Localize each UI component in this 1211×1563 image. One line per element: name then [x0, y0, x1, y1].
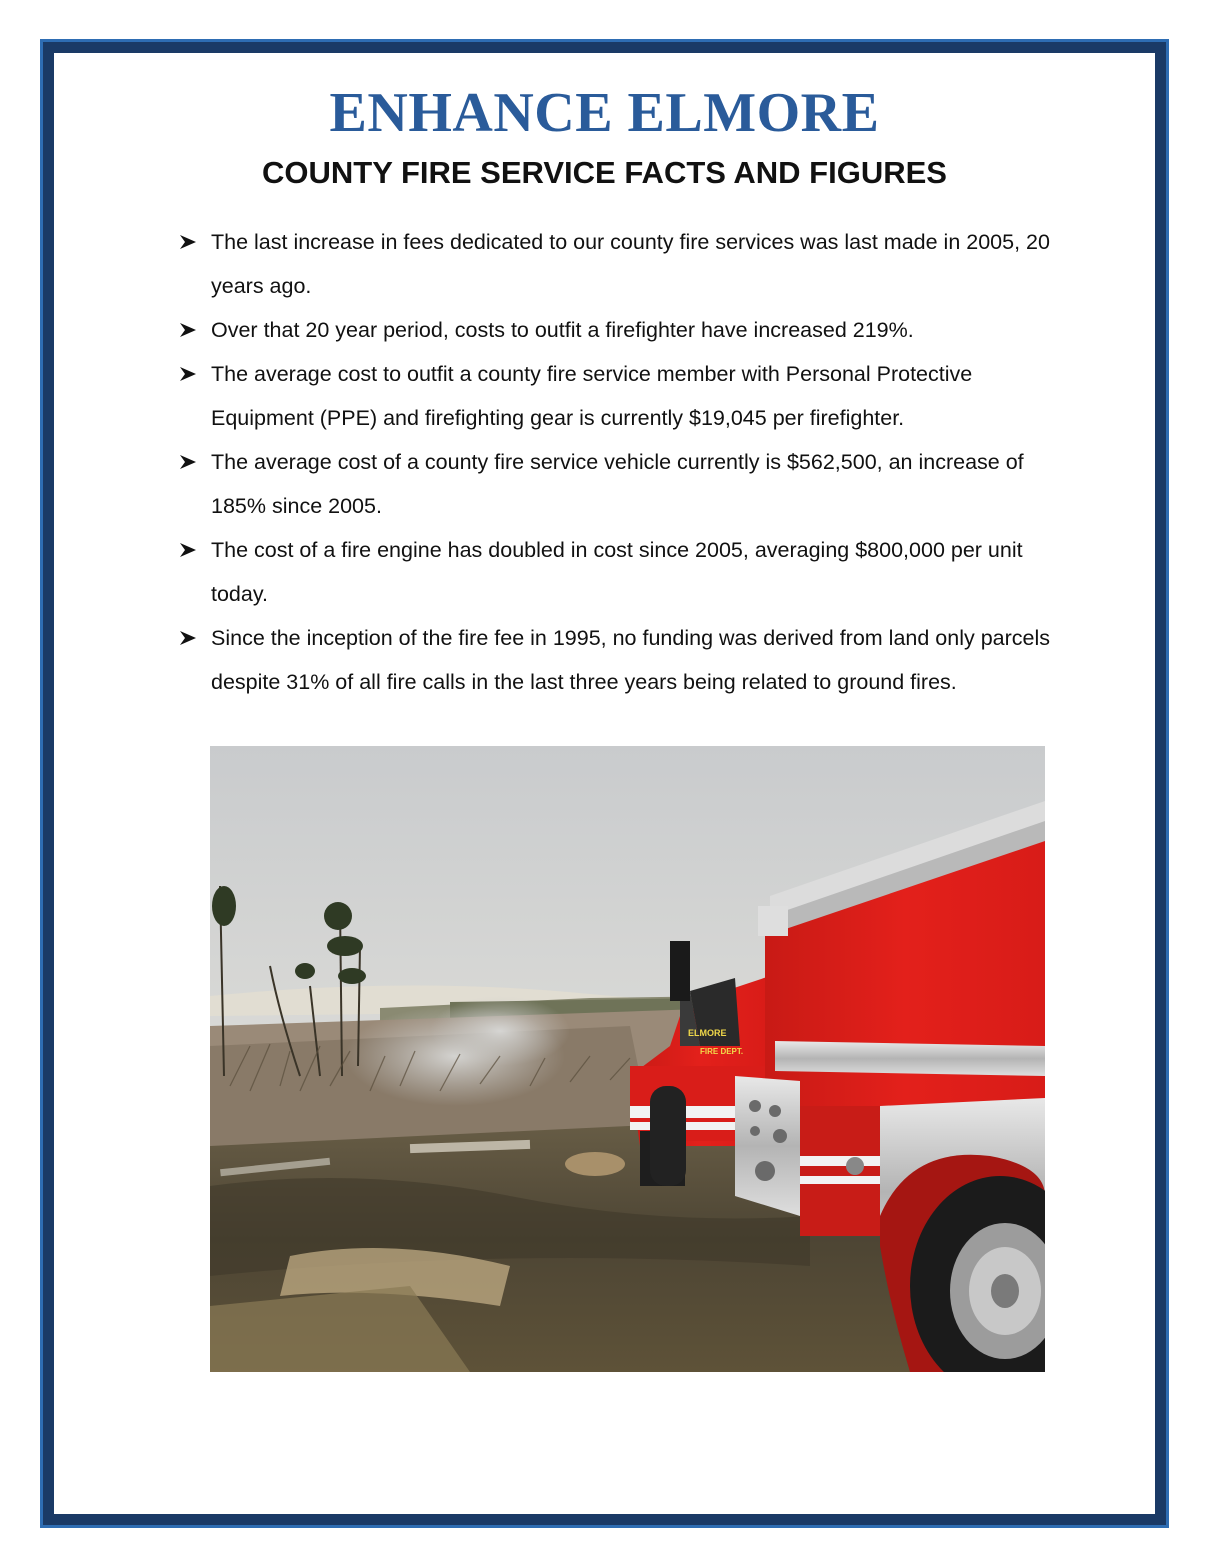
fact-text: The average cost of a county fire service vehicle currently is $562,500, an increase of 185% since 2005. — [211, 450, 1024, 518]
page-border-inner — [43, 42, 1166, 1525]
truck-lettering-2: FIRE DEPT. — [700, 1047, 744, 1056]
facts-list — [178, 220, 1078, 704]
fact-text: The last increase in fees dedicated to our county fire services was last made in 2005, 20 years ago. — [211, 230, 1050, 298]
arrow-bullet-icon — [178, 220, 200, 264]
page-border-outer — [40, 39, 1169, 1528]
fact-item — [178, 220, 1078, 308]
arrow-bullet-icon — [178, 440, 200, 484]
fact-text: Since the inception of the fire fee in 1995, no funding was derived from land only parcels despite 31% of all fire calls in the last three years being related to ground fires. — [211, 626, 1051, 694]
page-subtitle: COUNTY FIRE SERVICE FACTS AND FIGURES — [262, 155, 947, 190]
arrow-bullet-icon — [178, 308, 200, 352]
arrow-bullet-icon — [178, 616, 200, 660]
arrow-bullet-icon — [178, 352, 200, 396]
fact-item — [178, 440, 1078, 528]
fact-item — [178, 308, 1078, 352]
fact-text: The cost of a fire engine has doubled in cost since 2005, averaging $800,000 per unit today. — [211, 538, 1023, 606]
page-title: ENHANCE ELMORE — [329, 82, 880, 144]
fire-truck-photo — [210, 746, 1045, 1372]
fact-text: Over that 20 year period, costs to outfit a firefighter have increased 219%. — [211, 318, 914, 342]
fact-item — [178, 528, 1078, 616]
arrow-bullet-icon — [178, 528, 200, 572]
fact-item — [178, 352, 1078, 440]
truck-lettering-1: ELMORE — [688, 1028, 727, 1038]
document-page — [54, 53, 1155, 1514]
fact-text: The average cost to outfit a county fire service member with Personal Protective Equipment (PPE) and firefighting gear is currently $19,045 per firefighter. — [211, 362, 973, 430]
fact-item — [178, 616, 1078, 704]
